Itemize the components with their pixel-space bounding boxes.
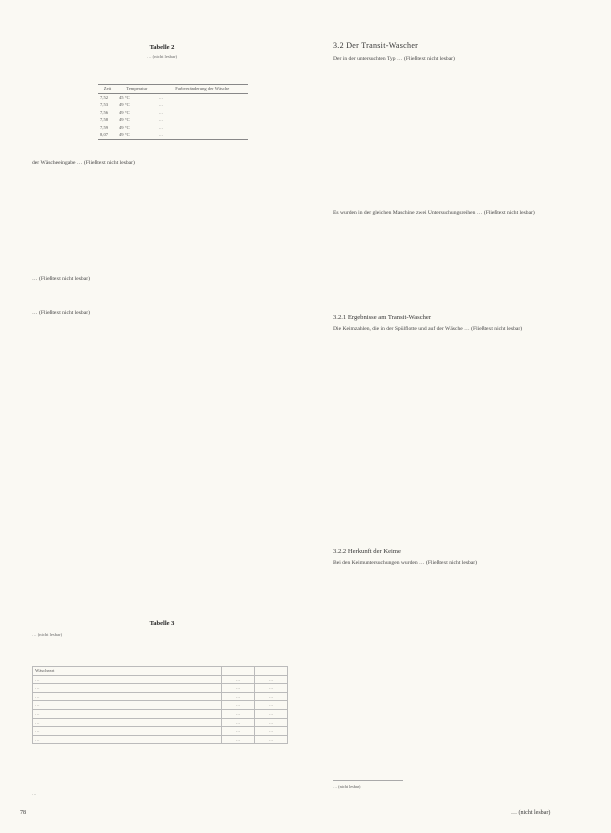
table-3-header xyxy=(222,667,255,676)
row-label: … xyxy=(33,735,222,744)
row-label: … xyxy=(33,709,222,718)
table-cell: … xyxy=(157,131,248,139)
table-row xyxy=(33,718,288,727)
table-cell: … xyxy=(255,709,288,718)
table-cell: … xyxy=(255,701,288,710)
table-3-caption: Tabelle 3 xyxy=(149,620,175,627)
row-label: … xyxy=(33,701,222,710)
table-cell: … xyxy=(255,692,288,701)
section-heading: 3.2 Der Transit-Wascher xyxy=(333,41,419,50)
subsection-heading: 3.2.1 Ergebnisse am Transit-Wascher xyxy=(333,314,432,321)
table-row xyxy=(98,116,248,124)
table-cell: … xyxy=(255,735,288,744)
table-cell: 49 °C xyxy=(117,131,157,139)
table-cell: … xyxy=(158,102,164,107)
table-3-note: … xyxy=(32,791,37,796)
body-paragraph: Bei den Keimuntersuchungen wurden … (Fließtext nicht lesbar) xyxy=(333,560,478,566)
table-cell: … xyxy=(158,109,164,115)
body-paragraph: Der in der untersuchten Typ … (Fließtext nicht lesbar) xyxy=(333,56,455,62)
table-cell: … xyxy=(255,675,288,684)
table-cell: 8,07 xyxy=(98,131,117,139)
table-2-caption: Tabelle 2 xyxy=(149,44,175,51)
table-cell: 49 °C xyxy=(118,102,130,107)
table-cell: 7,59 xyxy=(100,124,109,130)
table-row xyxy=(33,692,288,701)
table-cell: 49 °C xyxy=(118,117,130,122)
table-cell: 7,58 xyxy=(100,117,109,122)
table-row xyxy=(33,709,288,718)
table-2-header: Zeit xyxy=(98,85,117,94)
table-row xyxy=(98,124,248,132)
body-paragraph: … (Fließtext nicht lesbar) xyxy=(32,276,90,282)
body-paragraph: … (Fließtext nicht lesbar) xyxy=(32,310,90,316)
table-row xyxy=(98,109,248,117)
row-label: … xyxy=(33,692,222,701)
table-cell: … xyxy=(255,684,288,693)
table-3 xyxy=(32,666,288,744)
row-label: … xyxy=(33,684,222,693)
table-cell: … xyxy=(255,727,288,736)
table-cell: … xyxy=(158,94,164,100)
table-cell: … xyxy=(158,117,164,122)
table-cell: … xyxy=(222,692,255,701)
subsection-heading: 3.2.2 Herkunft der Keime xyxy=(333,548,401,555)
table-row xyxy=(33,701,288,710)
table-cell: … xyxy=(222,718,255,727)
table-3-header: Wäscheart xyxy=(33,667,222,676)
table-row xyxy=(33,684,288,693)
footnote-rule xyxy=(333,780,403,781)
table-cell: … xyxy=(222,727,255,736)
table-cell: … xyxy=(222,709,255,718)
row-label: … xyxy=(33,727,222,736)
table-row xyxy=(33,727,288,736)
table-cell: … xyxy=(255,718,288,727)
table-cell: … xyxy=(222,735,255,744)
table-3-header xyxy=(255,667,288,676)
table-cell: 49 °C xyxy=(118,124,130,130)
body-paragraph: Die Keimzahlen, die in der Spülflotte und auf der Wäsche … (Fließtext nicht lesbar) xyxy=(333,326,523,332)
table-2 xyxy=(98,84,248,140)
footnote: … (nicht lesbar) xyxy=(333,784,361,789)
table-row xyxy=(33,675,288,684)
table-row xyxy=(98,131,248,139)
body-paragraph: Es wurden in der gleichen Maschine zwei Untersuchungsreihen … (Fließtext nicht lesbar) xyxy=(333,210,535,216)
row-label: … xyxy=(33,675,222,684)
body-paragraph: der Wäscheeingabe … (Fließtext nicht lesbar) xyxy=(32,160,135,166)
table-cell: … xyxy=(222,675,255,684)
table-cell: 7,52 xyxy=(100,94,109,100)
table-cell: 7,53 xyxy=(100,102,109,107)
table-cell: … xyxy=(158,124,164,130)
table-cell: … xyxy=(222,684,255,693)
table-cell: 49 °C xyxy=(118,109,130,115)
table-2-header: Farbveränderung der Wäsche xyxy=(157,85,248,94)
table-3-subcaption: … (nicht lesbar) xyxy=(32,632,63,637)
table-2-header: Temperatur xyxy=(117,85,157,94)
row-label: … xyxy=(33,718,222,727)
table-cell: 7,56 xyxy=(100,109,109,115)
table-row xyxy=(98,101,248,109)
table-row xyxy=(98,93,248,101)
table-2-subcaption: … (nicht lesbar) xyxy=(146,54,178,59)
table-cell: 45 °C xyxy=(118,94,130,100)
running-foot: … (nicht lesbar) xyxy=(511,810,551,816)
table-row xyxy=(33,735,288,744)
table-cell: … xyxy=(222,701,255,710)
page-number: 78 xyxy=(20,810,26,816)
